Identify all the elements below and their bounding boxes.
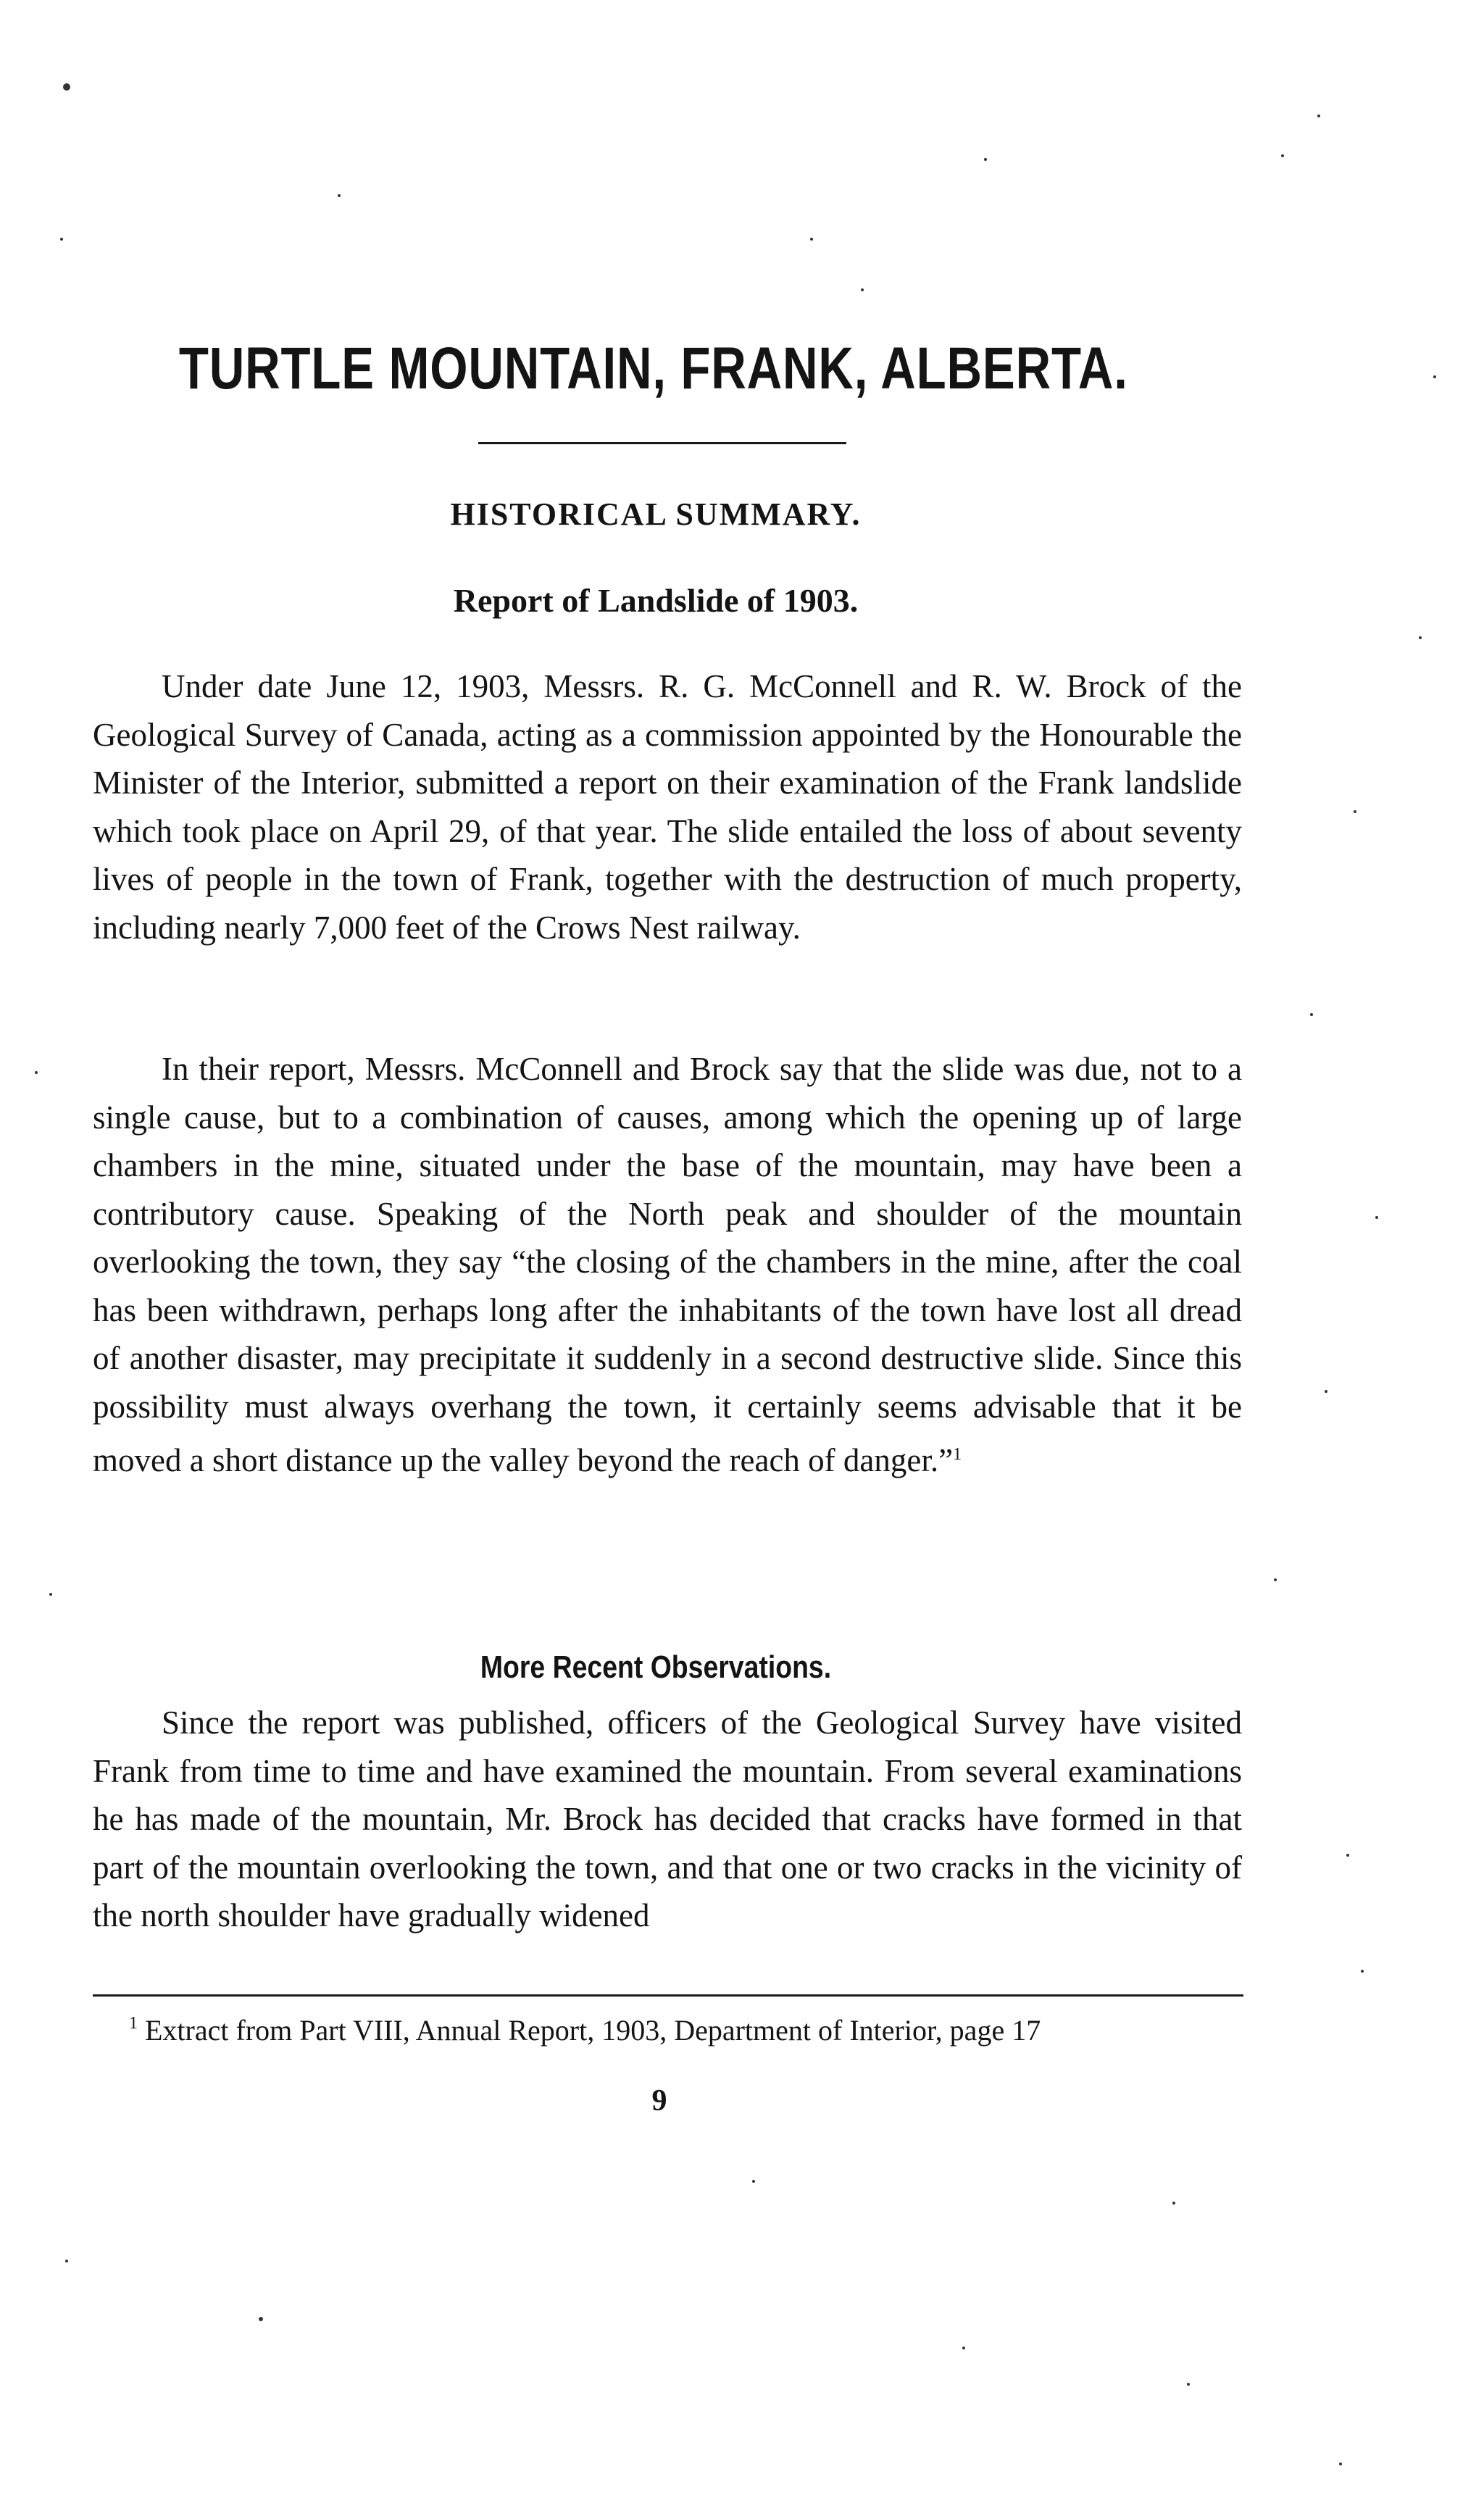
recent-observations-heading: More Recent Observations. [480, 1649, 832, 1685]
title-divider [478, 442, 846, 444]
report-heading: Report of Landslide of 1903. [453, 582, 859, 619]
historical-summary-heading: HISTORICAL SUMMARY. [450, 496, 862, 532]
footnote [93, 2006, 1242, 2048]
page-number: 9 [651, 2084, 667, 2118]
paragraph-2 [93, 1045, 1242, 1485]
footnote-divider [93, 1994, 1243, 1997]
paragraph-1: Under date June 12, 1903, Messrs. R. G. McConnell and R. W. Brock of the Geological Survey of Canada, acting as a commission appointed by the Honourable the Minister of the Interior, submitted a report on their examination of the Frank landslide which took place on April 29, of that year. The slide entailed the loss of about seventy lives of people in the town of Frank, together with the destruction of much property, including nearly 7,000 feet of the Crows Nest railway. [93, 668, 1242, 946]
paragraph-3: Since the report was published, officers of the Geological Survey have visited Frank from time to time and have examined the mountain. From several examinations he has made of the mountain, Mr. Brock has decided that cracks have formed in that part of the mountain overlooking the town, and that one or two cracks in the vicinity of the north shoulder have gradually widened [93, 1704, 1242, 1933]
page-title: TURTLE MOUNTAIN, FRANK, ALBERTA. [178, 336, 1128, 401]
footnote-text: Extract from Part VIII, Annual Report, 1903, Department of Interior, page 17 [145, 2014, 1041, 2047]
footnote-marker: 1 [129, 2014, 138, 2033]
paragraph-2-text: In their report, Messrs. McConnell and Brock say that the slide was due, not to a single cause, but to a combination of causes, among which the opening up of large chambers in the mine, situated under the base of the mountain, may have been a contributory cause. Speaking of the North peak and shoulder of the mountain overlooking the town, they say “the closing of the chambers in the mine, after the coal has been withdrawn, perhaps long after the inhabitants of the town have lost all dread of another disaster, may precipitate it suddenly in a second destructive slide. Since this possibility must always overhang the town, it certainly seems advisable that it be moved a short distance up the valley beyond the reach of danger.” [93, 1051, 1242, 1478]
footnote-reference: 1 [953, 1445, 962, 1464]
